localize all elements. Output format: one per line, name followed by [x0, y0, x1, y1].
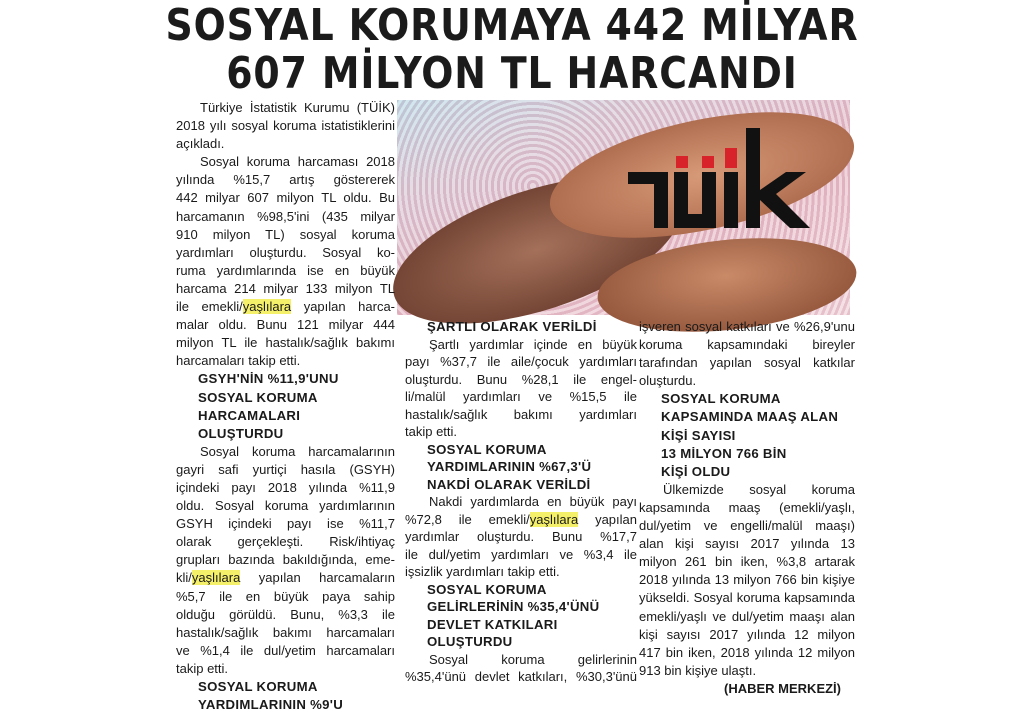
text-line: YARDIMLARININ %67,3'Ü — [427, 459, 592, 474]
text-line: DEVLET KATKILARI — [427, 616, 558, 632]
text-line: 442 milyar 607 milyon TL oldu. Bu — [176, 190, 395, 206]
text-line: ile dul/yetim yardımları ve %3,4 ile — [405, 546, 637, 562]
text-line: SOSYAL KORUMA — [198, 389, 318, 405]
section-heading — [405, 441, 637, 494]
text-line: olarak gerçekleşti. Risk/ihtiyaç — [176, 534, 395, 550]
text-line: kli/yaşlılara yapılan harcamaların — [176, 570, 395, 586]
paragraph — [176, 153, 395, 370]
text-line: takip etti. — [405, 424, 458, 439]
headline-line-2: 607 MİLYON TL HARCANDI — [226, 48, 798, 99]
paragraph — [405, 651, 637, 686]
text-line: açıkladı. — [176, 136, 225, 152]
text-line: %72,8 ile emekli/yaşlılara yapılan — [405, 511, 637, 527]
text-line: yılında %15,7 artış göstererek — [176, 172, 395, 188]
text-line: GELİRLERİNİN %35,4'ÜNÜ — [427, 599, 600, 614]
text-line: işsizlik yardımları takip etti. — [405, 564, 560, 579]
text-line: içindeki payı 2018 yılında %11,9 — [176, 479, 395, 495]
text-line: ŞARTLI OLARAK VERİLDİ — [427, 319, 597, 334]
text-line: gayri safi yurtiçi hasıla (GSYH) — [176, 461, 395, 477]
section-heading — [176, 678, 395, 714]
highlighted-word: yaşlılara — [242, 299, 292, 315]
byline — [639, 680, 855, 698]
text-line: SOSYAL KORUMA — [198, 679, 318, 694]
text-line: OLUŞTURDU — [198, 425, 284, 441]
article-column-1 — [176, 99, 395, 714]
text-line: Türkiye İstatistik Kurumu (TÜİK) — [200, 100, 395, 115]
text-line: 13 MİLYON 766 BİN — [661, 445, 787, 461]
text-line: SOSYAL KORUMA — [427, 581, 547, 597]
text-line: (HABER MERKEZİ) — [724, 680, 841, 696]
text-line: olduğu görüldü. Bunu, %3,3 ile — [176, 606, 395, 622]
text-line: yardımlar oluşturdu. Bunu %17,7 — [405, 529, 637, 544]
text-line: KAPSAMINDA MAAŞ ALAN — [661, 409, 839, 425]
text-line: Ülkemizde sosyal koruma — [663, 481, 855, 497]
text-line: SOSYAL KORUMA — [661, 391, 781, 407]
text-line: payı %37,7 ile aile/çocuk yardımları — [405, 354, 637, 369]
article-column-3 — [639, 318, 855, 698]
text-line: 910 milyon TL) sosyal koruma — [176, 226, 395, 242]
paragraph — [176, 99, 395, 153]
text-line: NAKDİ OLARAK VERİLDİ — [427, 476, 591, 492]
section-heading — [405, 581, 637, 651]
tuik-logo — [628, 128, 818, 228]
text-line: KİŞİ OLDU — [661, 463, 731, 479]
text-line: harcamanın %98,5'ini (435 milyar — [176, 208, 395, 224]
text-line: 2018 yılında 13 milyon 766 bin kişiye — [639, 572, 855, 588]
text-line: YARDIMLARININ %9'U — [198, 697, 344, 713]
text-line: 417 bin iken, 2018 yılında 12 milyon — [639, 644, 855, 660]
paragraph — [405, 493, 637, 581]
text-line: emekli/yaşlı ve dul/yetim maaşı alan — [639, 608, 855, 624]
article-column-2 — [405, 318, 637, 686]
text-line: Nakdi yardımlarda en büyük payı — [429, 494, 637, 509]
text-line: %5,7 ile en büyük paya sahip — [176, 588, 395, 604]
text-line: yükseldi. Sosyal koruma kapsamında — [639, 590, 855, 606]
text-line: harcama 214 milyar 133 milyon TL — [176, 280, 395, 296]
text-line: OLUŞTURDU — [427, 634, 513, 649]
text-line: tarafından yapılan sosyal katkılar — [639, 355, 855, 371]
text-line: grupları bazında bakıldığında, eme- — [176, 552, 395, 568]
text-line: %35,4'ünü devlet katkıları, %30,3'ünü — [405, 669, 637, 684]
text-line: HARCAMALARI — [198, 407, 301, 423]
text-line: milyon TL ile hastalık/sağlık bakımı — [176, 335, 395, 351]
text-line: takip etti. — [176, 660, 229, 676]
text-line: harcamaları takip etti. — [176, 353, 301, 369]
section-heading — [639, 390, 855, 480]
text-line: ruma yardımlarında ise en büyük — [176, 262, 395, 278]
text-line: dul/yetim ve engelli/malül maaşı) — [639, 518, 855, 534]
text-line: li/malül yardımları ve %15,5 ile — [405, 389, 637, 404]
text-line: KİŞİ SAYISI — [661, 427, 736, 443]
highlighted-word: yaşlılara — [529, 511, 579, 527]
text-line: Sosyal koruma gelirlerinin — [429, 651, 637, 667]
text-line: alan kişi sayısı 2017 yılında 13 — [639, 536, 855, 552]
text-line: Sosyal koruma harcamalarının — [200, 443, 395, 459]
text-line: hastalık/sağlık bakımı yardımları — [405, 406, 637, 422]
text-line: oluşturdu. Bunu %28,1 ile engel- — [405, 371, 637, 387]
text-line: kişi sayısı 2017 yılında 12 milyon — [639, 626, 855, 642]
text-line: Sosyal koruma harcaması 2018 — [200, 154, 395, 170]
paragraph — [639, 481, 855, 680]
text-line: 2018 yılı sosyal koruma istatistiklerini — [176, 118, 395, 134]
text-line: milyon 261 bin iken, %3,8 artarak — [639, 554, 855, 570]
text-line: ile emekli/yaşlılara yapılan harca- — [176, 299, 396, 315]
section-heading — [176, 370, 395, 442]
text-line: oldu. Sosyal koruma yardımlarının — [176, 498, 395, 514]
paragraph — [405, 336, 637, 441]
headline-line-1: SOSYAL KORUMAYA 442 MİLYAR — [165, 0, 859, 51]
text-line: malar oldu. Bunu 121 milyar 444 — [176, 317, 395, 333]
paragraph — [639, 318, 855, 390]
text-line: oluşturdu. — [639, 373, 697, 389]
text-line: Şartlı yardımlar içinde en büyük — [429, 336, 637, 352]
text-line: GSYH içindeki payı ise %11,7 — [176, 516, 395, 532]
text-line: ve %1,4 ile dul/yetim harcamaları — [176, 642, 395, 658]
text-line: koruma kapsamındaki bireyler — [639, 337, 855, 353]
text-line: 913 bin kişiye ulaştı. — [639, 662, 757, 678]
text-line: işveren sosyal katkıları ve %26,9'unu — [639, 319, 855, 334]
highlighted-word: yaşlılara — [191, 570, 241, 586]
text-line: kapsamında maaş (emekli/yaşlı, — [639, 499, 855, 515]
paragraph — [176, 443, 395, 678]
section-heading — [405, 318, 637, 336]
text-line: hastalık/sağlık bakımı harcamaları — [176, 624, 395, 640]
text-line: yardımları oluşturdu. Sosyal ko- — [176, 244, 395, 260]
text-line: GSYH'NİN %11,9'UNU — [198, 371, 339, 387]
text-line: SOSYAL KORUMA — [427, 441, 547, 457]
